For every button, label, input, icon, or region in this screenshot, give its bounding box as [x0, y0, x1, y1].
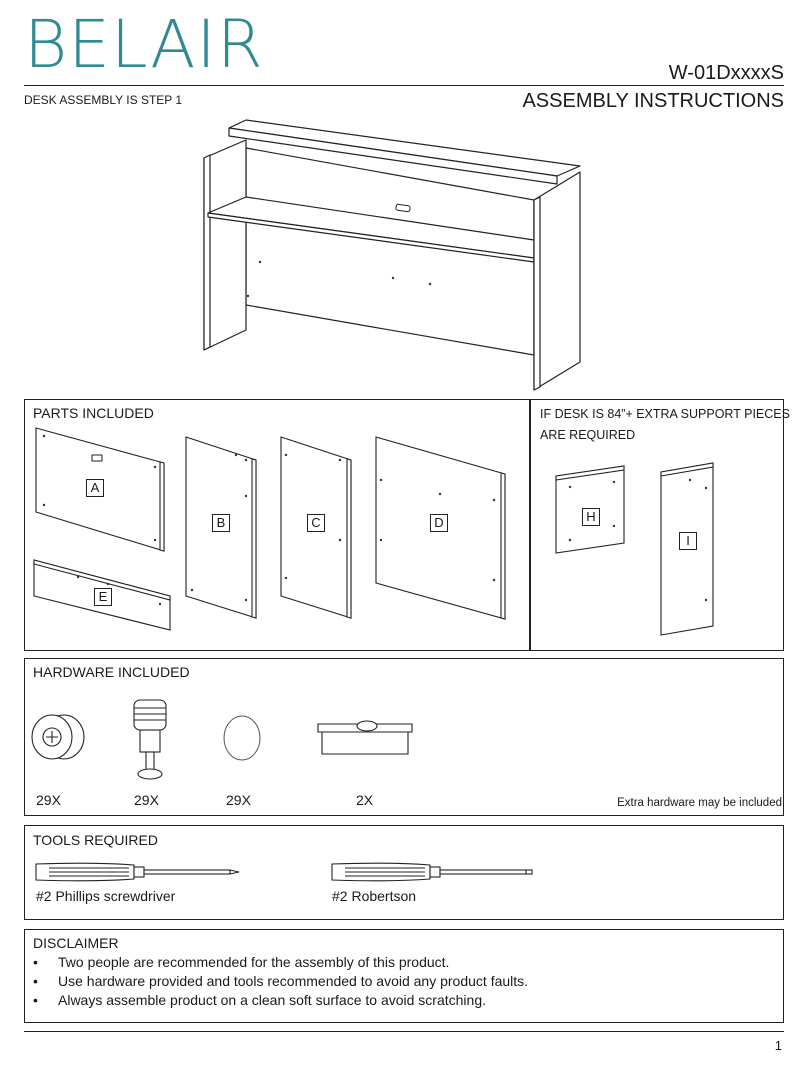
part-label-e: E — [94, 588, 112, 606]
cam-lock-icon — [28, 710, 88, 765]
part-label-a: A — [86, 479, 104, 497]
grommet-icon — [312, 710, 422, 766]
disclaimer-bullet-3: • — [33, 992, 38, 1008]
hardware-qty-1: 29X — [36, 792, 61, 808]
extra-title-line2: ARE REQUIRED — [540, 428, 636, 442]
phillips-screwdriver-icon — [34, 860, 244, 884]
disclaimer-title: DISCLAIMER — [33, 935, 119, 951]
cam-bolt-icon — [120, 690, 180, 790]
page-number: 1 — [774, 1038, 782, 1053]
disclaimer-bullet-2: • — [33, 973, 38, 989]
part-label-c: C — [307, 514, 325, 532]
cap-cover-icon — [218, 710, 268, 766]
brand-logo: BELAIR — [24, 6, 264, 83]
part-label-h: H — [582, 508, 600, 526]
parts-title: PARTS INCLUDED — [33, 405, 154, 421]
extra-title-line1: IF DESK IS 84”+ EXTRA SUPPORT PIECES — [540, 407, 790, 421]
model-number: W-01DxxxxS — [668, 62, 784, 84]
hardware-qty-2: 29X — [134, 792, 159, 808]
disclaimer-bullet-1: • — [33, 954, 38, 970]
step-note: DESK ASSEMBLY IS STEP 1 — [24, 93, 183, 107]
disclaimer-item-1: Two people are recommended for the assembly of this product. — [58, 954, 450, 970]
hardware-qty-3: 29X — [226, 792, 251, 808]
part-label-d: D — [430, 514, 448, 532]
robertson-screwdriver-icon — [330, 860, 540, 884]
tools-title: TOOLS REQUIRED — [33, 832, 158, 848]
hardware-qty-4: 2X — [356, 792, 374, 808]
tool-label-robertson: #2 Robertson — [332, 888, 417, 904]
page-title: ASSEMBLY INSTRUCTIONS — [522, 90, 784, 112]
part-label-b: B — [212, 514, 230, 532]
disclaimer-item-3: Always assemble product on a clean soft surface to avoid scratching. — [58, 992, 486, 1008]
tool-label-phillips: #2 Phillips screwdriver — [36, 888, 176, 904]
hardware-title: HARDWARE INCLUDED — [33, 664, 190, 680]
hardware-note: Extra hardware may be included — [617, 797, 782, 809]
footer-divider — [24, 1031, 784, 1032]
part-label-i: I — [679, 532, 697, 550]
disclaimer-item-2: Use hardware provided and tools recommended to avoid any product faults. — [58, 973, 529, 989]
